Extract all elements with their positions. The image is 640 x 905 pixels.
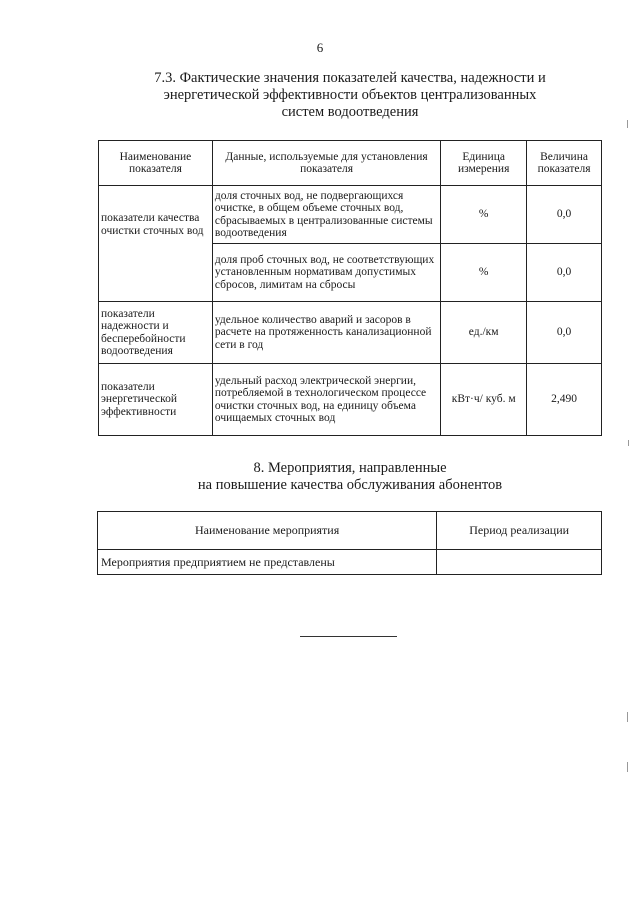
- indicator-data-cell: удельное количество аварий и засоров в расчете на протяженность канализационной сети в год: [212, 302, 440, 364]
- indicator-data-cell: удельный расход электрической энергии, потребляемой в технологическом процессе очистки сточных вод, на единицу объема очищаемых сточных вод: [212, 364, 440, 436]
- indicator-data-cell: доля проб сточных вод, не соответствующих установленным нормативам допустимых сбросов, лимитам на сбросы: [212, 244, 440, 302]
- indicators-table: [98, 140, 602, 436]
- table-row: [99, 302, 602, 364]
- section-7-3-title-line: энергетической эффективности объектов централизованных: [163, 87, 537, 103]
- section-8-title-line: 8. Мероприятия, направленные: [253, 460, 447, 476]
- column-header-measure-name: Наименование мероприятия: [98, 512, 437, 550]
- scan-edge-mark: [627, 712, 628, 722]
- table-header-row: [98, 512, 602, 550]
- table-row: [99, 186, 602, 244]
- indicator-data-cell: доля сточных вод, не подвергающихся очистке, в общем объеме сточных вод, сбрасываемых в централизованные системы водоотведения: [212, 186, 440, 244]
- scan-edge-mark: [627, 762, 628, 772]
- indicator-value-cell: 2,490: [527, 364, 602, 436]
- indicator-unit-cell: ед./км: [441, 302, 527, 364]
- scan-edge-mark: [627, 120, 628, 128]
- indicator-unit-cell: кВт·ч/ куб. м: [441, 364, 527, 436]
- indicator-unit-cell: %: [441, 186, 527, 244]
- measures-table: [97, 511, 602, 575]
- section-7-3-title-line: 7.3. Фактические значения показателей качества, надежности и: [154, 70, 546, 86]
- column-header-data: Данные, используемые для установления показателя: [212, 141, 440, 186]
- measure-period-cell: [437, 550, 602, 575]
- indicator-value-cell: 0,0: [527, 244, 602, 302]
- indicator-value-cell: 0,0: [527, 302, 602, 364]
- table-header-row: [99, 141, 602, 186]
- table-row: [98, 550, 602, 575]
- column-header-period: Период реализации: [437, 512, 602, 550]
- section-8-title-line: на повышение качества обслуживания абонентов: [197, 477, 503, 493]
- end-rule: [300, 636, 397, 637]
- column-header-unit: Единица измерения: [441, 141, 527, 186]
- section-8-title: [120, 460, 580, 494]
- section-7-3-title: [120, 70, 580, 121]
- column-header-value: Величина показателя: [527, 141, 602, 186]
- indicator-group-name: показатели надежности и бесперебойности водоотведения: [99, 302, 213, 364]
- column-header-indicator-name: Наименование показателя: [99, 141, 213, 186]
- measure-name-cell: Мероприятия предприятием не представлены: [98, 550, 437, 575]
- section-7-3-title-line: систем водоотведения: [281, 104, 419, 120]
- page-number: 6: [316, 40, 324, 55]
- scan-edge-mark: [628, 440, 629, 446]
- indicator-value-cell: 0,0: [527, 186, 602, 244]
- indicator-group-name: показатели энергетической эффективности: [99, 364, 213, 436]
- indicator-unit-cell: %: [441, 244, 527, 302]
- table-row: [99, 364, 602, 436]
- indicator-group-name: показатели качества очистки сточных вод: [99, 186, 213, 302]
